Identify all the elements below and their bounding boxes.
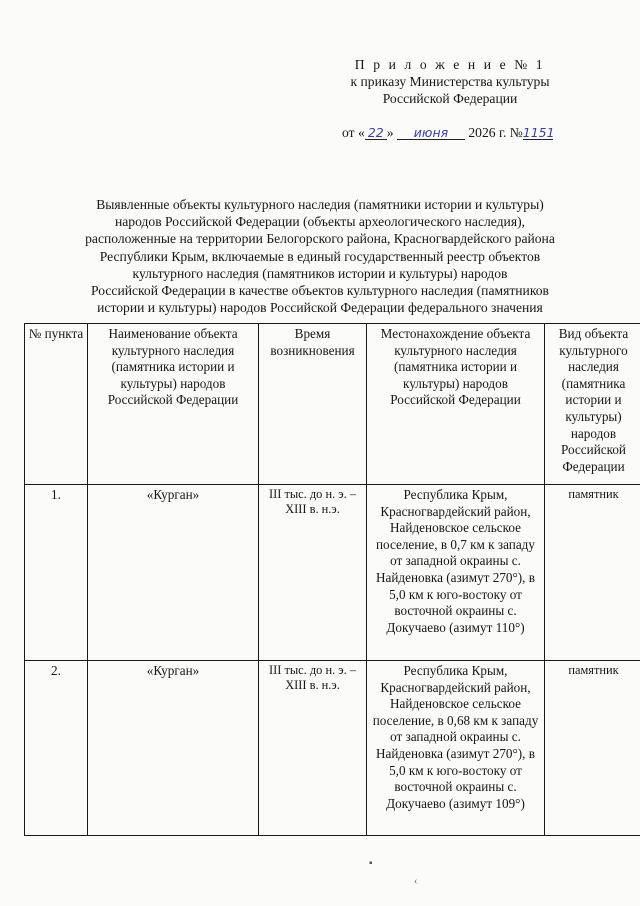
heading-line: Республики Крым, включаемые в единый государственный реестр объектов: [99, 248, 541, 264]
scan-speck: ▪: [369, 858, 373, 869]
cell-time: III тыс. до н. э. – XIII в. н.э.: [259, 485, 367, 661]
appendix-header: [330, 56, 570, 107]
order-mid: »: [386, 125, 394, 140]
order-day-handwritten: 22: [365, 126, 387, 140]
cell-time: III тыс. до н. э. – XIII в. н.э.: [259, 661, 367, 836]
cell-name: «Курган»: [88, 485, 259, 661]
order-prefix: от «: [342, 125, 365, 140]
order-year: 2026 г. №: [468, 125, 523, 140]
order-reference: [342, 124, 582, 141]
header-name: Наименование объекта культурного наследия (памятника истории и культуры) народов Российской Федерации: [88, 324, 259, 485]
table-row: [25, 661, 640, 836]
cell-kind: памятник: [545, 661, 640, 836]
header-location: Местонахождение объекта культурного наследия (памятника истории и культуры) народов Российской Федерации: [367, 324, 545, 485]
cell-location: Республика Крым, Красногвардейский район, Найденовское сельское поселение, в 0,68 км к западу от западной окраины с. Найденовка (азимут 270°), в 5,0 км к юго-востоку от восточной окраины с. Докучаево (азимут 109°): [367, 661, 545, 836]
cell-number: 1.: [25, 485, 88, 661]
cell-kind: памятник: [545, 485, 640, 661]
order-month-handwritten: июня: [397, 126, 465, 140]
appendix-line-1: к приказу Министерства культуры: [350, 74, 550, 89]
heading-line: Российской Федерации в качестве объектов культурного наследия (памятников: [91, 283, 549, 299]
heading-line: расположенные на территории Белогорского района, Красногвардейского района: [85, 231, 555, 247]
heritage-objects-table: [24, 323, 640, 836]
heading-line: культурного наследия (памятников истории и культуры) народов: [132, 265, 508, 281]
header-number: № пункта: [25, 324, 88, 485]
order-number-handwritten: 1151: [522, 125, 555, 140]
cell-number: 2.: [25, 661, 88, 836]
table-header-row: [25, 324, 640, 485]
appendix-line-2: Российской Федерации: [382, 91, 518, 106]
cell-name: «Курган»: [88, 661, 259, 836]
cell-location: Республика Крым, Красногвардейский район, Найденовское сельское поселение, в 0,7 км к западу от западной окраины с. Найденовка (азимут 270°), в 5,0 км к юго-востоку от восточной окраины с. Докучаево (азимут 110°): [367, 485, 545, 661]
header-time: Время возникновения: [259, 324, 367, 485]
table-row: [25, 485, 640, 661]
heading-line: народов Российской Федерации (объекты археологического наследия),: [115, 214, 525, 230]
appendix-title: П р и л о ж е н и е № 1: [354, 57, 546, 72]
heading-line: Выявленные объекты культурного наследия (памятники истории и культуры): [96, 197, 544, 212]
heading-line: истории и культуры) народов Российской Федерации федерального значения: [97, 300, 543, 316]
document-heading: [40, 196, 600, 316]
header-kind: Вид объекта культурного наследия (памятника истории и культуры) народов Российской Федерации: [545, 324, 640, 485]
scan-speck: ‹: [414, 876, 418, 887]
